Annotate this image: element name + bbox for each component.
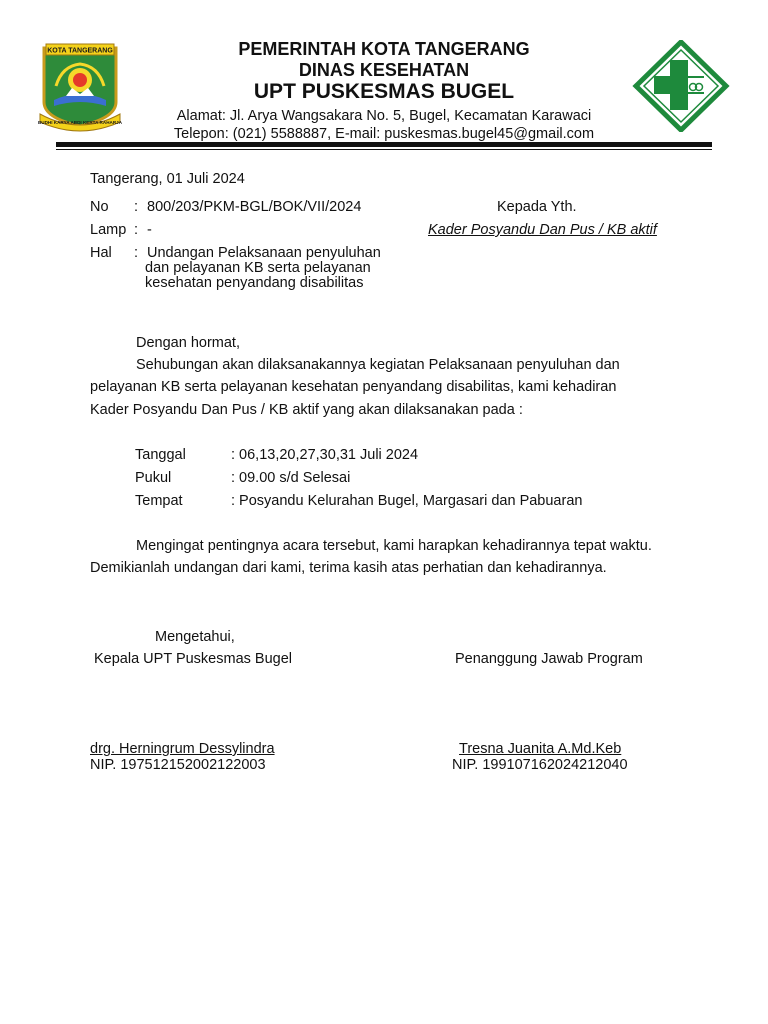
- detail-value-tempat: : Posyandu Kelurahan Bugel, Margasari dan Pabuaran: [231, 493, 583, 509]
- header-contact: Telepon: (021) 5588887, E-mail: puskesmas.bugel45@gmail.com: [173, 126, 595, 142]
- paragraph-1-line-2: pelayanan KB serta pelayanan kesehatan penyandang disabilitas, kami kehadiran: [90, 379, 617, 395]
- header-line-1: PEMERINTAH KOTA TANGERANG: [238, 39, 530, 59]
- left-signatory-title: Kepala UPT Puskesmas Bugel: [94, 651, 293, 667]
- emblem-motto-text: BUDHI KARYA ABDI KERTA RAHARJA: [37, 120, 123, 125]
- no-label: No: [90, 199, 109, 215]
- right-signatory-nip: NIP. 199107162024212040: [452, 757, 628, 773]
- detail-label-tempat: Tempat: [135, 493, 183, 509]
- detail-label-pukul: Pukul: [135, 470, 172, 486]
- hal-line-2: dan pelayanan KB serta pelayanan: [145, 260, 371, 276]
- hal-line-3: kesehatan penyandang disabilitas: [145, 275, 364, 291]
- paragraph-1-line-1: Sehubungan akan dilaksanakannya kegiatan Pelaksanaan penyuluhan dan: [136, 357, 620, 373]
- header-address: Alamat: Jl. Arya Wangsakara No. 5, Bugel, Kecamatan Karawaci: [176, 108, 592, 124]
- header-divider-thick: [56, 142, 712, 147]
- place-date: Tangerang, 01 Juli 2024: [90, 171, 245, 187]
- header-divider-thin: [56, 149, 712, 150]
- hal-colon: :: [134, 245, 139, 261]
- hal-label: Hal: [90, 245, 112, 261]
- right-signatory-title: Penanggung Jawab Program: [455, 651, 643, 667]
- salutation: Dengan hormat,: [136, 335, 240, 351]
- lamp-label: Lamp: [90, 222, 127, 238]
- mengetahui: Mengetahui,: [155, 629, 235, 645]
- no-colon: :: [134, 199, 139, 215]
- puskesmas-cross-icon: [632, 40, 730, 132]
- left-signatory-nip: NIP. 197512152002122003: [90, 757, 266, 773]
- lamp-colon: :: [134, 222, 139, 238]
- kepada-label: Kepada Yth.: [497, 199, 577, 215]
- kota-tangerang-emblem-icon: [36, 40, 124, 134]
- paragraph-1-line-3: Kader Posyandu Dan Pus / KB aktif yang akan dilaksanakan pada :: [90, 402, 523, 418]
- detail-value-pukul: : 09.00 s/d Selesai: [231, 470, 351, 486]
- detail-value-tanggal: : 06,13,20,27,30,31 Juli 2024: [231, 447, 419, 463]
- closing-line-2: Demikianlah undangan dari kami, terima kasih atas perhatian dan kehadirannya.: [90, 560, 607, 576]
- right-signatory-name: Tresna Juanita A.Md.Keb: [459, 741, 622, 757]
- header-line-2: DINAS KESEHATAN: [298, 60, 470, 80]
- no-value: 800/203/PKM-BGL/BOK/VII/2024: [147, 199, 362, 215]
- left-signatory-name: drg. Herningrum Dessylindra: [90, 741, 275, 757]
- recipient: Kader Posyandu Dan Pus / KB aktif: [428, 222, 657, 238]
- header-line-3: UPT PUSKESMAS BUGEL: [253, 80, 515, 103]
- closing-line-1: Mengingat pentingnya acara tersebut, kami harapkan kehadirannya tepat waktu.: [136, 538, 652, 554]
- detail-label-tanggal: Tanggal: [135, 447, 186, 463]
- lamp-value: -: [147, 222, 152, 238]
- emblem-top-text: KOTA TANGERANG: [47, 47, 113, 55]
- hal-line-1: Undangan Pelaksanaan penyuluhan: [147, 245, 381, 261]
- letterhead: [140, 38, 628, 143]
